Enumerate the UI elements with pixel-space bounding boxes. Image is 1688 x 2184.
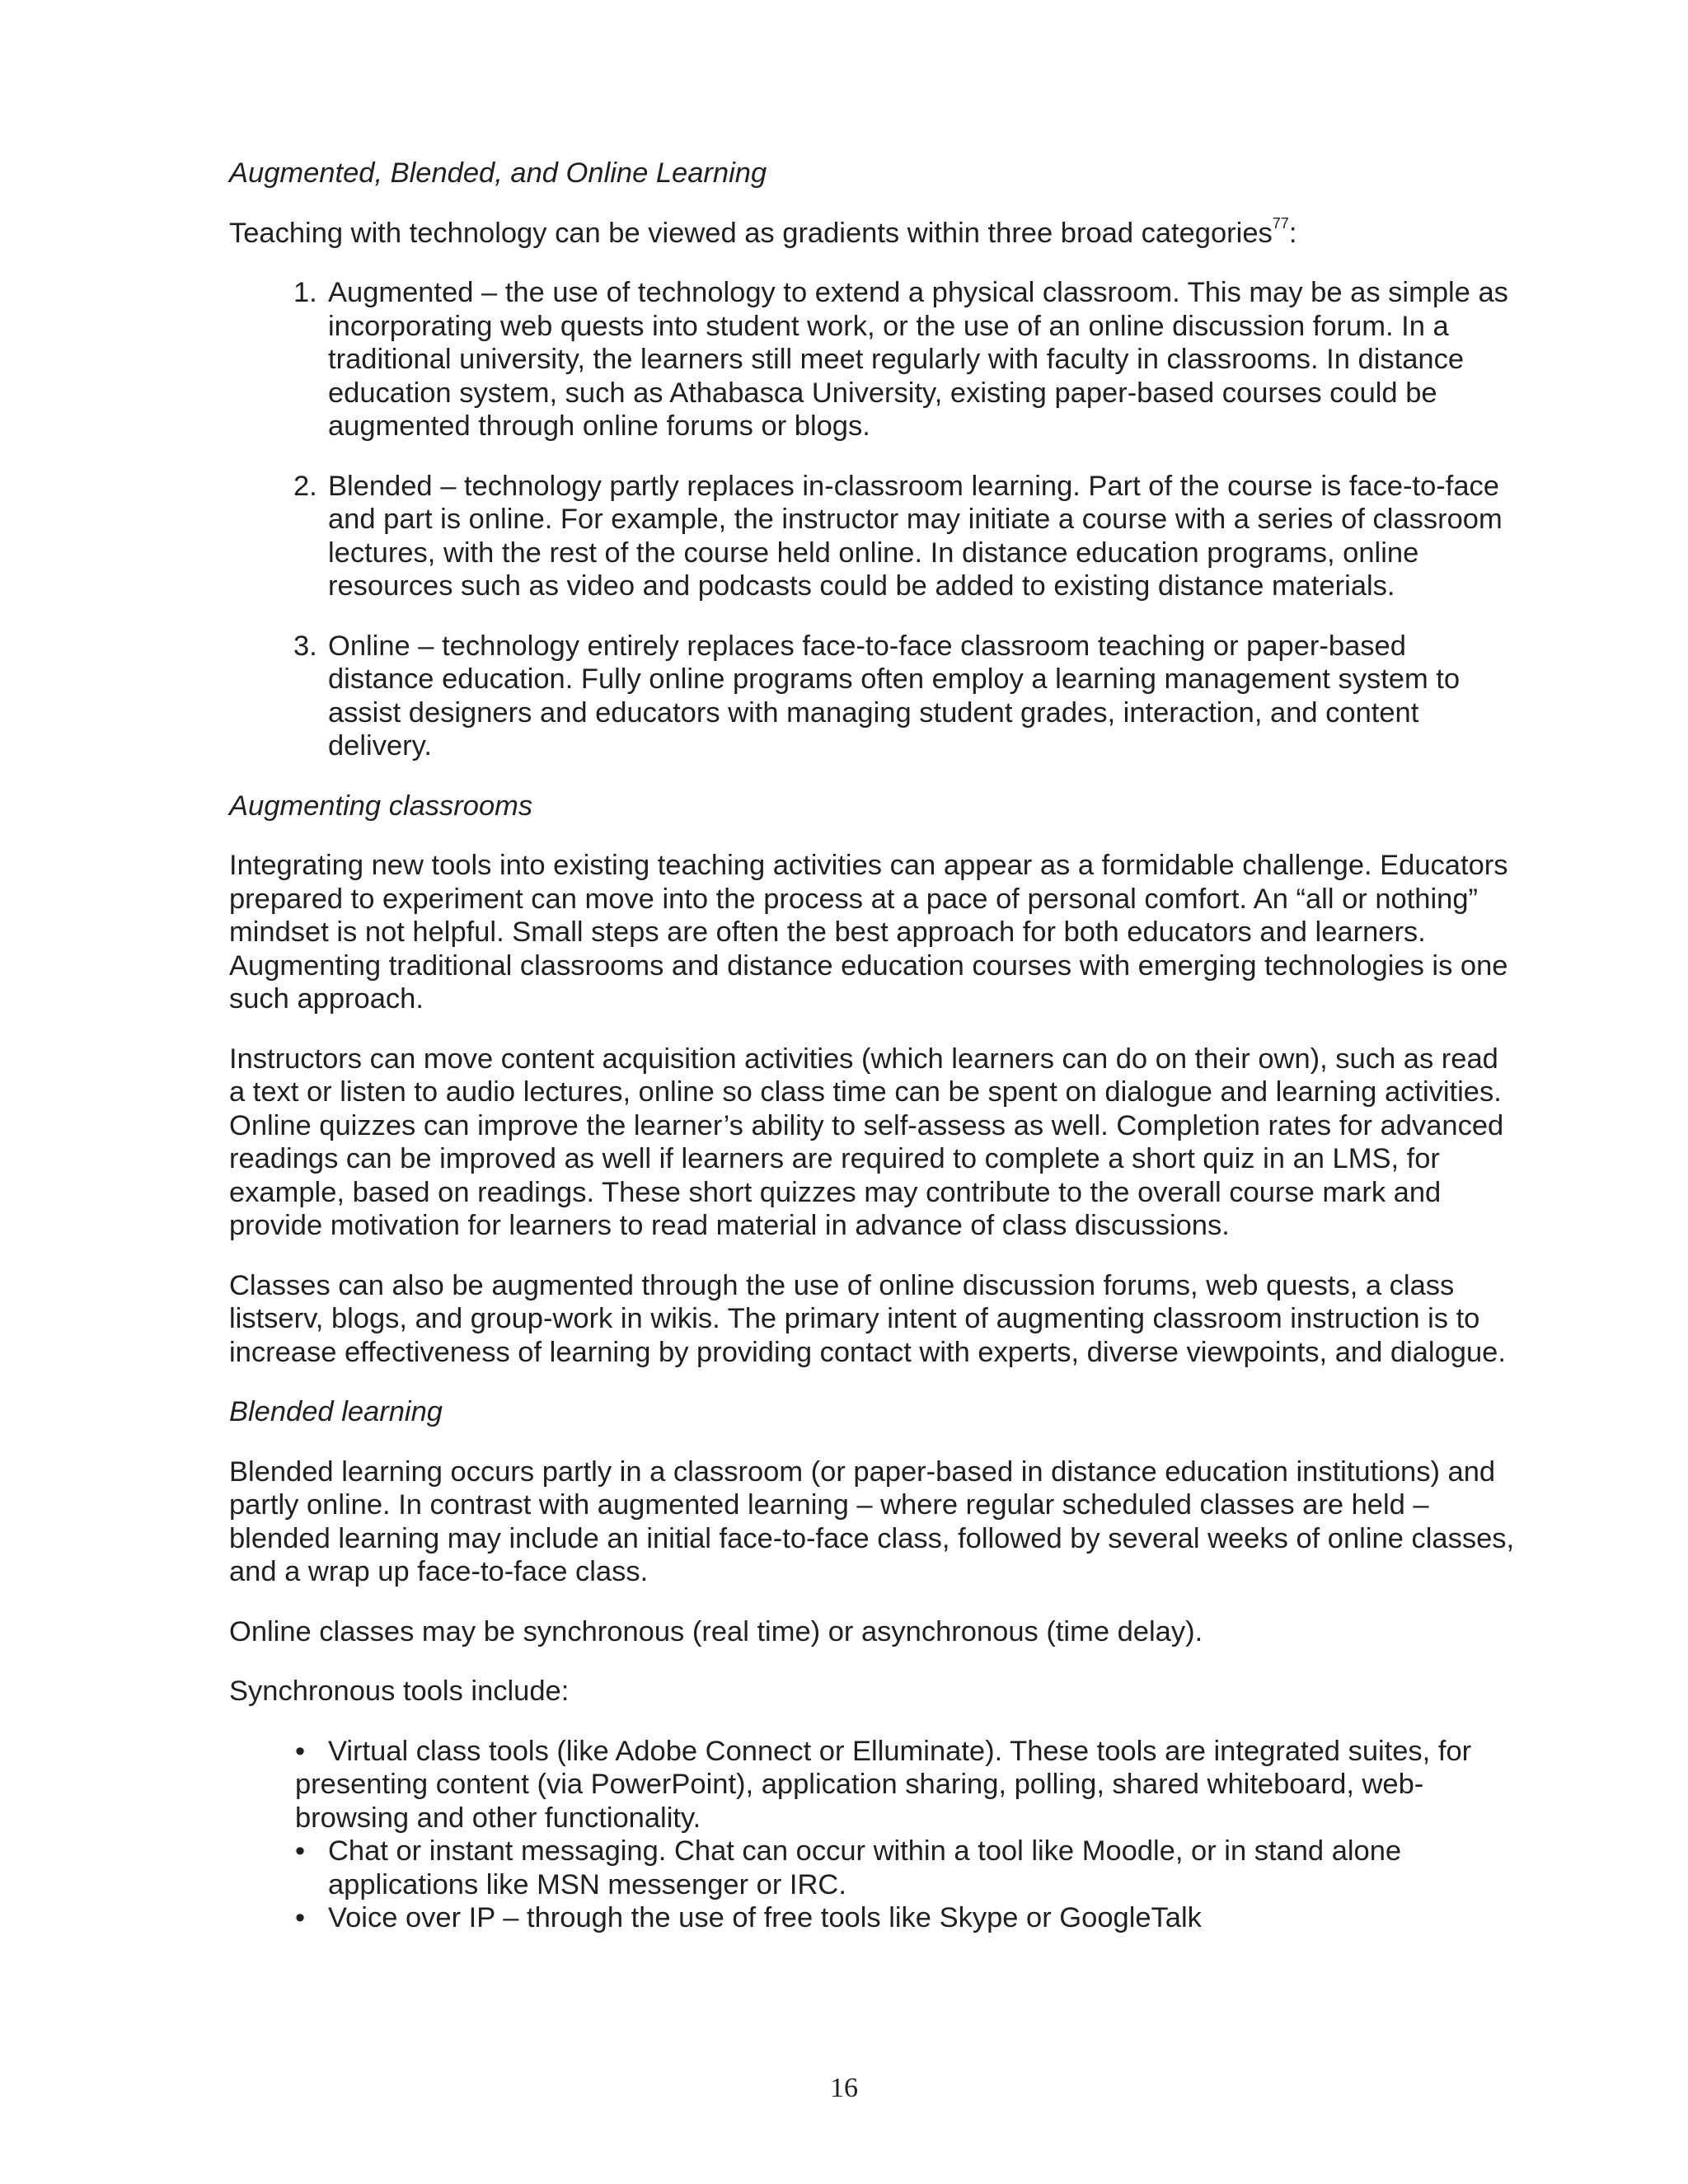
list-item-blended [229,470,1515,603]
bullet-symbol: • [295,1835,306,1867]
paragraph-classes-augmented: Classes can also be augmented through the use of online discussion forums, web quests, a class listserv, blogs, and group-work in wikis. The primary intent of augmenting classroom instruction is to increase effectiveness of learning by providing contact with experts, diverse viewpoints, and dialogue. [229,1269,1506,1368]
list-number: 2. [293,470,317,502]
list-number: 1. [293,277,317,308]
document-page [229,157,1515,1935]
bullet-symbol: • [295,1902,306,1933]
bullet-symbol: • [295,1735,306,1767]
bullet-item-voip [229,1901,1515,1935]
paragraph-sync-async: Online classes may be synchronous (real time) or asynchronous (time delay). [229,1615,1203,1647]
page-number: 16 [830,2073,858,2103]
section-heading-blended-learning: Blended learning [229,1396,443,1427]
categories-list [229,276,1515,763]
paragraph-sync-tools-intro: Synchronous tools include: [229,1675,570,1707]
bullet-item-virtual-class [229,1735,1515,1835]
bullet-first-line: Virtual class tools (like Adobe Connect or Elluminate). These tools are integrated [328,1735,1340,1767]
synchronous-tools-list [229,1735,1515,1935]
bullet-text: Voice over IP – through the use of free tools like Skype or GoogleTalk [328,1902,1202,1933]
paragraph-integrating-tools: Integrating new tools into existing teaching activities can appear as a formidable challenge. Educators prepared to experiment can move into the process at a pace of personal comfort. An “all or nothing” mindset is not helpful. Small steps are often the best approach for both educators and learners. Augmenting traditional classrooms and distance education courses with emerging technologies is one such approach. [229,850,1508,1015]
section-heading-augmenting-classrooms: Augmenting classrooms [229,790,533,822]
paragraph-blended-definition: Blended learning occurs partly in a classroom (or paper-based in distance education institutions) and partly online. In contrast with augmented learning – where regular scheduled classes are held – blended learning may include an initial face-to-face class, followed by several weeks of online classes, and a wrap up face-to-face class. [229,1455,1515,1587]
list-item-online [229,630,1515,763]
intro-text: Teaching with technology can be viewed as gradients within three broad categories [229,217,1273,249]
bullet-continuation: suites, for presenting content (via PowerPoint), application sharing, polling, shared whiteboard, web-browsing and other functionality. [295,1735,1472,1834]
list-item-text: Online – technology entirely replaces face-to-face classroom teaching or paper-based distance education. Fully online programs often employ a learning management system to assist designers and educators with managing student grades, interaction, and content delivery. [328,630,1461,762]
section-heading-augmented-blended-online: Augmented, Blended, and Online Learning [229,157,767,189]
intro-colon: : [1288,217,1297,249]
list-item-text: Augmented – the use of technology to extend a physical classroom. This may be as simple as incorporating web quests into student work, or the use of an online discussion forum. In a traditional university, the learners still meet regularly with faculty in classrooms. In distance education system, such as Athabasca University, existing paper-based courses could be augmented through online forums or blogs. [328,277,1508,442]
list-item-text: Blended – technology partly replaces in-classroom learning. Part of the course is face-to-face and part is online. For example, the instructor may initiate a course with a series of classroom lectures, with the rest of the course held online. In distance education programs, online resources such as video and podcasts could be added to existing distance materials. [328,470,1503,602]
list-item-augmented [229,276,1515,443]
bullet-item-chat [229,1835,1515,1901]
intro-paragraph [229,217,1515,251]
paragraph-content-acquisition: Instructors can move content acquisition activities (which learners can do on their own), such as read a text or listen to audio lectures, online so class time can be spent on dialogue and learning activities. Online quizzes can improve the learner’s ability to self-assess as well. Completion rates for advanced readings can be improved as well if learners are required to complete a short quiz in an LMS, for example, based on readings. These short quizzes may contribute to the overall course mark and provide motivation for learners to read material in advance of class discussions. [229,1043,1504,1241]
bullet-text: Chat or instant messaging. Chat can occur within a tool like Moodle, or in stand alone applications like MSN messenger or IRC. [328,1835,1402,1900]
list-number: 3. [293,630,317,662]
footnote-reference: 77 [1272,215,1289,232]
